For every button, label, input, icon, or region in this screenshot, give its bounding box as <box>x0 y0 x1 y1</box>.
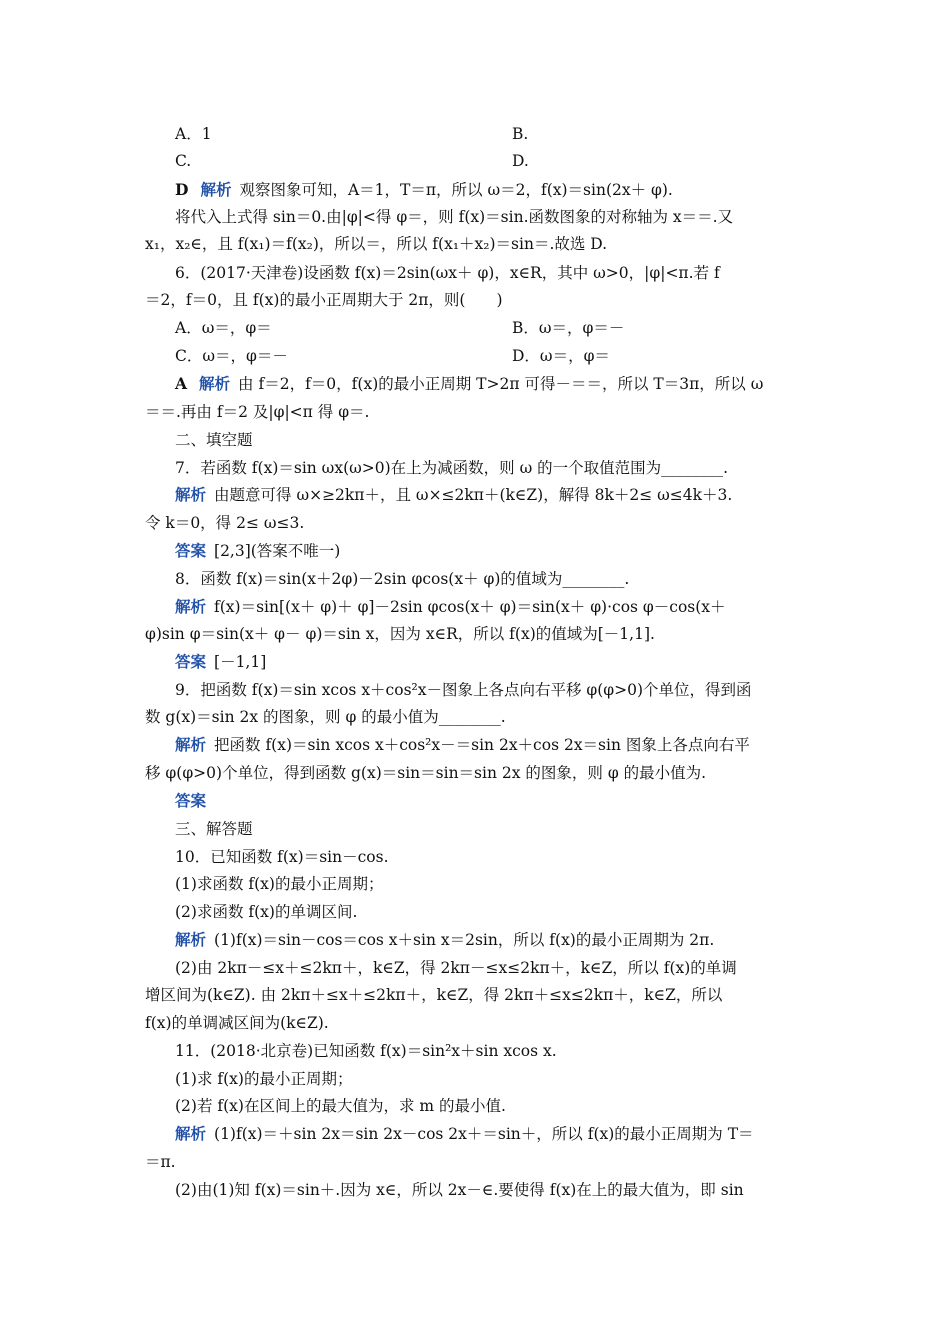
solution-text: (1)f(x)＝＋sin 2x＝sin 2x－cos 2x＋＝sin＋，所以 f(x)的最小正周期为 T＝ <box>214 1125 754 1143</box>
q6-stem: 6．(2017·天津卷)设函数 f(x)＝2sin(ωx＋ φ)，x∈R，其中 ω>0，|φ|<π.若 f <box>175 264 720 282</box>
q6-solution-line: ＝＝.再由 f＝2 及|φ|<π 得 φ＝. <box>145 403 370 421</box>
solution-text: 观察图象可知，A＝1，T＝π，所以 ω＝2，f(x)＝sin(2x＋ φ). <box>239 181 673 199</box>
analysis-label: 解析 <box>175 1124 207 1143</box>
answer-text: [2,3](答案不唯一) <box>214 542 341 560</box>
answer-text: [－1,1] <box>214 653 267 671</box>
analysis-label: 解析 <box>199 374 231 393</box>
option-b: B．ω＝，φ＝－ <box>512 319 625 337</box>
analysis-label: 解析 <box>175 930 207 949</box>
q7-stem: 7．若函数 f(x)＝sin ωx(ω>0)在上为减函数，则 ω 的一个取值范围为________. <box>175 459 729 477</box>
q7-solution-line <box>175 485 732 505</box>
answer-label: 答案 <box>175 541 207 560</box>
q5-solution-line <box>175 180 673 200</box>
option-d: D. <box>512 152 529 170</box>
analysis-label: 解析 <box>175 597 207 616</box>
q6-stem: ＝2，f＝0，且 f(x)的最小正周期大于 2π，则( ) <box>145 291 503 309</box>
solution-text: 由 f＝2，f＝0，f(x)的最小正周期 T>2π 可得－＝＝，所以 T＝3π，所以 ω <box>238 375 764 393</box>
q8-solution-line: φ)sin φ＝sin(x＋ φ－ φ)＝sin x，因为 x∈R，所以 f(x)的值域为[－1,1]. <box>145 625 655 643</box>
analysis-label: 解析 <box>175 735 207 754</box>
q10-part: (2)求函数 f(x)的单调区间. <box>175 903 358 921</box>
answer-label: 答案 <box>175 791 207 810</box>
q10-part: (1)求函数 f(x)的最小正周期； <box>175 875 384 893</box>
solution-text: 把函数 f(x)＝sin xcos x＋cos²x－＝sin 2x＋cos 2x＝sin 图象上各点向右平 <box>214 736 750 754</box>
solution-text: (1)f(x)＝sin－cos＝cos x＋sin x＝2sin，所以 f(x)的最小正周期为 2π. <box>214 931 715 949</box>
option-d: D．ω＝，φ＝ <box>512 347 610 365</box>
q10-solution-line: f(x)的单调减区间为(k∈Z). <box>145 1014 329 1032</box>
q9-stem: 9．把函数 f(x)＝sin xcos x＋cos²x－图象上各点向右平移 φ(φ>0)个单位，得到函 <box>175 681 752 699</box>
analysis-label: 解析 <box>200 180 232 199</box>
q9-solution-line: 移 φ(φ>0)个单位，得到函数 g(x)＝sin＝sin＝sin 2x 的图象，则 φ 的最小值为. <box>145 764 707 782</box>
q10-solution-line: 增区间为(k∈Z). 由 2kπ＋≤x＋≤2kπ＋，k∈Z，得 2kπ＋≤x≤2kπ＋，k∈Z，所以 <box>145 986 723 1004</box>
answer-key: D <box>175 180 189 199</box>
option-a: A．1 <box>175 125 212 143</box>
option-b: B. <box>512 125 529 143</box>
section-heading: 二、填空题 <box>175 431 253 449</box>
q11-stem: 11．(2018·北京卷)已知函数 f(x)＝sin²x＋sin xcos x. <box>175 1042 557 1060</box>
q7-answer <box>175 541 340 561</box>
q7-solution-line: 令 k＝0，得 2≤ ω≤3. <box>145 514 305 532</box>
q8-stem: 8．函数 f(x)＝sin(x＋2φ)－2sin φcos(x＋ φ)的值域为________. <box>175 570 630 588</box>
answer-label: 答案 <box>175 652 207 671</box>
analysis-label: 解析 <box>175 485 207 504</box>
q8-solution-line <box>175 597 726 617</box>
section-heading: 三、解答题 <box>175 820 253 838</box>
q11-solution-line: ＝π. <box>145 1153 176 1171</box>
solution-text: f(x)＝sin[(x＋ φ)＋ φ]－2sin φcos(x＋ φ)＝sin(x＋ φ)·cos φ－cos(x＋ <box>214 598 726 616</box>
q5-solution-line: x₁，x₂∈，且 f(x₁)＝f(x₂)，所以＝，所以 f(x₁＋x₂)＝sin＝.故选 D. <box>145 235 608 253</box>
q6-solution-line <box>175 374 763 394</box>
answer-key: A <box>175 374 188 393</box>
q11-part: (1)求 f(x)的最小正周期； <box>175 1070 353 1088</box>
option-c: C．ω＝，φ＝－ <box>175 347 288 365</box>
solution-text: 由题意可得 ω×≥2kπ＋，且 ω×≤2kπ＋(k∈Z)，解得 8k＋2≤ ω≤4k＋3. <box>214 486 733 504</box>
q10-solution-line: (2)由 2kπ－≤x＋≤2kπ＋，k∈Z，得 2kπ－≤x≤2kπ＋，k∈Z，所以 f(x)的单调 <box>175 959 737 977</box>
q9-solution-line <box>175 735 750 755</box>
q10-solution-line <box>175 930 714 950</box>
option-a: A．ω＝，φ＝ <box>175 319 272 337</box>
q11-solution-line: (2)由(1)知 f(x)＝sin＋.因为 x∈，所以 2x－∈.要使得 f(x)在上的最大值为，即 sin <box>175 1181 744 1199</box>
q5-solution-line: 将代入上式得 sin＝0.由|φ|<得 φ＝，则 f(x)＝sin.函数图象的对称轴为 x＝＝.又 <box>175 208 734 226</box>
q11-solution-line <box>175 1124 754 1144</box>
q8-answer <box>175 652 266 672</box>
q9-answer <box>175 791 214 811</box>
q11-part: (2)若 f(x)在区间上的最大值为，求 m 的最小值. <box>175 1097 506 1115</box>
q10-stem: 10．已知函数 f(x)＝sin－cos. <box>175 848 389 866</box>
option-c: C. <box>175 152 192 170</box>
q9-stem: 数 g(x)＝sin 2x 的图象，则 φ 的最小值为________. <box>145 708 506 726</box>
